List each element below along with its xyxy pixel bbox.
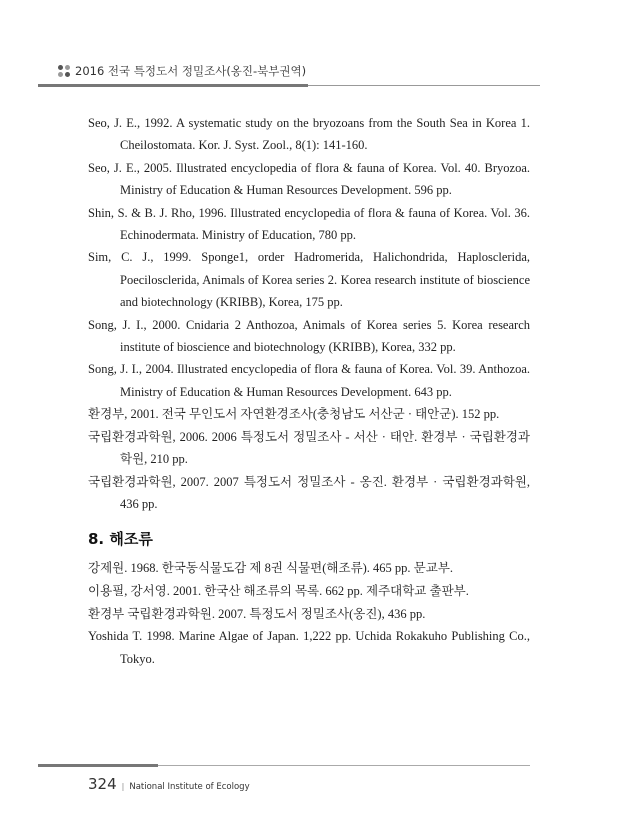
footer-organization: National Institute of Ecology bbox=[129, 782, 250, 792]
reference-item: 강제원. 1968. 한국동식물도감 제 8권 식물편(해조류). 465 pp. 문교부. bbox=[88, 561, 454, 576]
reference-list bbox=[88, 112, 530, 515]
section-reference-list bbox=[88, 557, 530, 670]
reference-item: Sim, C. J., 1999. Sponge1, order Hadromerida, Halichondrida, Haplosclerida, Poecilosclerida, Animals of Korea series 2. Korea research institute of bioscience and biotechnology (KRIBB), Korea, 175 pp. bbox=[88, 250, 530, 310]
footer-separator: | bbox=[121, 782, 125, 791]
reference-item: Song, J. I., 2004. Illustrated encyclopedia of flora & fauna of Korea. Vol. 39. Anthozoa. Ministry of Education & Human Resources Development. 643 pp. bbox=[88, 362, 530, 399]
page-footer bbox=[88, 775, 250, 793]
page-number: 324 bbox=[88, 775, 117, 793]
header-rule bbox=[88, 85, 540, 86]
reference-item: 환경부 국립환경과학원. 2007. 특정도서 정밀조사(옹진), 436 pp. bbox=[88, 606, 426, 621]
reference-item: Seo, J. E., 1992. A systematic study on the bryozoans from the South Sea in Korea 1. Cheilostomata. Kor. J. Syst. Zool., 8(1): 141-160. bbox=[88, 116, 530, 153]
reference-item: 환경부, 2001. 전국 무인도서 자연환경조사(충청남도 서산군 · 태안군). 152 pp. bbox=[88, 407, 500, 422]
reference-item: Seo, J. E., 2005. Illustrated encyclopedia of flora & fauna of Korea. Vol. 40. Bryozoa. Ministry of Education & Human Resources Development. 596 pp. bbox=[88, 160, 530, 198]
reference-item: 국립환경과학원, 2007. 2007 특정도서 정밀조사 - 옹진. 환경부 · 국립환경과학원, 436 pp. bbox=[88, 474, 530, 511]
running-header bbox=[58, 63, 306, 79]
section-heading: 8. 해조류 bbox=[88, 530, 153, 549]
reference-item: Song, J. I., 2000. Cnidaria 2 Anthozoa, Animals of Korea series 5. Korea research institute of bioscience and biotechnology (KRIBB), Korea, 332 pp. bbox=[88, 317, 530, 355]
page-content bbox=[88, 112, 530, 670]
dots-icon bbox=[58, 65, 70, 77]
page-footer-area bbox=[0, 765, 618, 840]
header-title: 2016 전국 특정도서 정밀조사(옹진-북부권역) bbox=[75, 64, 307, 78]
footer-rule bbox=[88, 765, 530, 766]
reference-item: 이용필, 강서영. 2001. 한국산 해조류의 목록. 662 pp. 제주대학교 출판부. bbox=[88, 583, 469, 598]
page-header-area bbox=[0, 0, 618, 112]
reference-item: 국립환경과학원, 2006. 2006 특정도서 정밀조사 - 서산 · 태안. 환경부 · 국립환경과학원, 210 pp. bbox=[88, 429, 530, 467]
reference-item: Yoshida T. 1998. Marine Algae of Japan. 1,222 pp. Uchida Rokakuho Publishing Co., Tokyo. bbox=[88, 629, 530, 666]
reference-item: Shin, S. & B. J. Rho, 1996. Illustrated encyclopedia of flora & fauna of Korea. Vol. 36. Echinodermata. Ministry of Education, 780 pp. bbox=[88, 205, 530, 243]
